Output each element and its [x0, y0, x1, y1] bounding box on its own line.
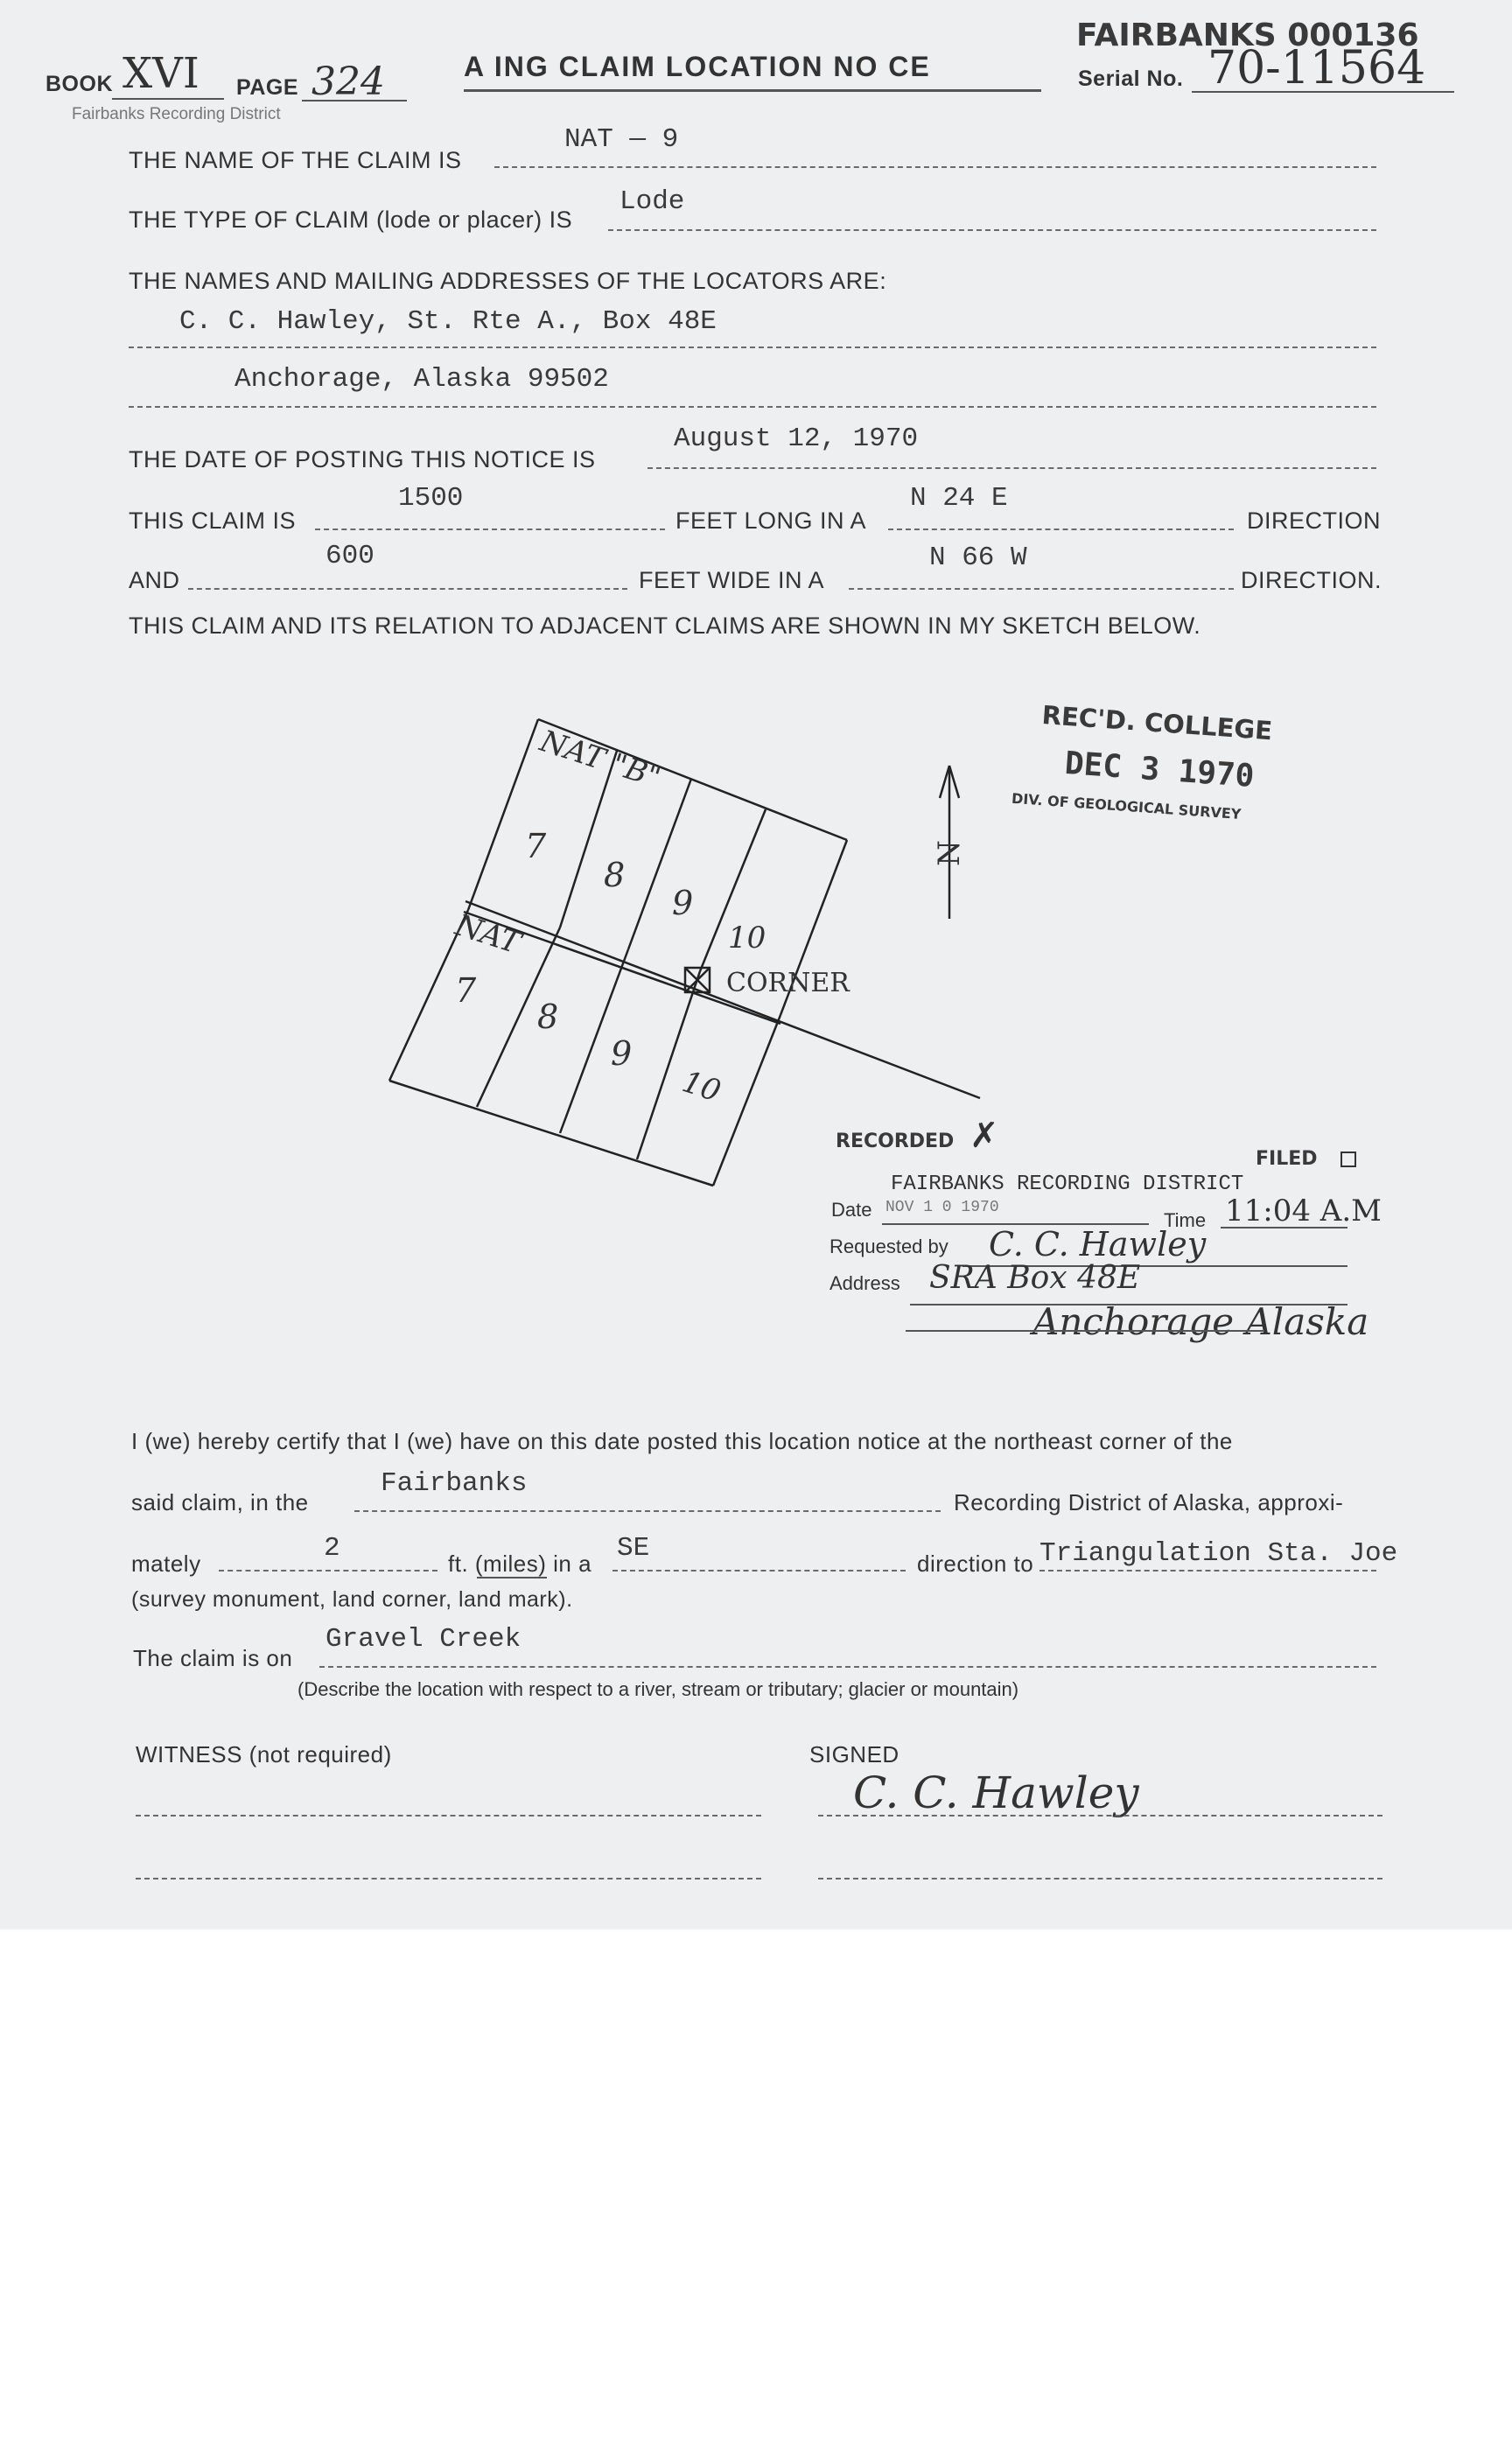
locator-line-1: C. C. Hawley, St. Rte A., Box 48E: [179, 306, 717, 337]
lower-claim-10: 10: [677, 1064, 725, 1110]
feet-wide-label: FEET WIDE IN A: [639, 567, 825, 593]
claim-name-value: NAT — 9: [564, 124, 679, 155]
certify-line-3-start: mately: [131, 1550, 201, 1577]
form-title: A ING CLAIM LOCATION NO CE: [464, 51, 931, 82]
requested-by-value: C. C. Hawley: [989, 1225, 1207, 1264]
recorded-date-value: NOV 1 0 1970: [886, 1199, 999, 1216]
certify-line-4: (survey monument, land corner, land mark).: [131, 1587, 573, 1612]
claim-name-label: THE NAME OF THE CLAIM IS: [129, 147, 462, 173]
signature-value: C. C. Hawley: [853, 1768, 1139, 1818]
recorded-label: RECORDED: [836, 1130, 955, 1152]
filed-checkbox: [1340, 1152, 1356, 1167]
width-direction-value: N 66 W: [929, 542, 1027, 573]
address-value: SRA Box 48E: [929, 1260, 1141, 1296]
page-value: 324: [312, 60, 385, 104]
upper-claim-7: 7: [525, 827, 547, 865]
witness-line-1: [136, 1815, 761, 1816]
book-label: BOOK: [46, 72, 113, 96]
signed-label: SIGNED: [809, 1741, 900, 1768]
recording-district-value: Fairbanks: [381, 1468, 528, 1499]
certify-line-2-start: said claim, in the: [131, 1489, 309, 1516]
direction-label: DIRECTION: [1247, 508, 1381, 534]
and-label: AND: [129, 567, 180, 593]
distance-line: [219, 1570, 438, 1572]
locators-label: THE NAMES AND MAILING ADDRESSES OF THE LOCATORS ARE:: [129, 268, 887, 294]
describe-note: (Describe the location with respect to a river, stream or tributary; glacier or mountain): [298, 1678, 1019, 1700]
feet-long-label: FEET LONG IN A: [676, 508, 867, 534]
lower-claim-7: 7: [455, 971, 477, 1010]
page-label: PAGE: [236, 75, 298, 100]
book-value: XVI: [122, 49, 200, 98]
address-line-2-rule: [906, 1330, 1264, 1332]
recorded-time-label: Time: [1164, 1209, 1207, 1231]
miles-underline: [477, 1577, 547, 1578]
received-stamp-line1: REC'D. COLLEGE: [1040, 700, 1274, 746]
north-label: N: [931, 840, 967, 866]
claim-width-value: 600: [326, 541, 374, 571]
received-stamp-date: DEC 3 1970: [1063, 745, 1256, 794]
direction-line: [612, 1570, 906, 1572]
direction-to-label: direction to: [917, 1550, 1034, 1577]
posting-label: THE DATE OF POSTING THIS NOTICE IS: [129, 446, 596, 472]
upper-claim-9: 9: [672, 884, 694, 922]
lower-claim-9: 9: [611, 1034, 633, 1073]
certify-line-2-end: Recording District of Alaska, approxi-: [954, 1489, 1344, 1516]
posting-date-value: August 12, 1970: [674, 424, 919, 454]
signature-line-1: [818, 1815, 1382, 1816]
recorded-check-mark: ✗: [970, 1116, 999, 1156]
recorded-time-line: [1221, 1227, 1348, 1228]
upper-group-label: NAT "B": [536, 724, 665, 795]
filed-label: FILED: [1256, 1148, 1318, 1170]
upper-claim-8: 8: [604, 856, 626, 894]
direction-value: SE: [617, 1533, 650, 1564]
landmark-line: [1040, 1570, 1376, 1572]
recorded-time-value: 11:04 A.M: [1225, 1194, 1382, 1228]
upper-claim-10: 10: [728, 920, 766, 956]
certify-line-1: I (we) hereby certify that I (we) have on this date posted this location notice at the northeast corner of the: [131, 1428, 1233, 1454]
recording-district-label: FAIRBANKS RECORDING DISTRICT: [891, 1172, 1244, 1196]
top-stamp-number: FAIRBANKS 000136: [1076, 18, 1419, 53]
serial-value: 70-11564: [1208, 42, 1426, 94]
locator-line-2: Anchorage, Alaska 99502: [234, 364, 609, 395]
lower-claim-8: 8: [537, 998, 559, 1036]
witness-label: WITNESS (not required): [136, 1741, 392, 1768]
address-label: Address: [830, 1272, 900, 1294]
this-claim-is-label: THIS CLAIM IS: [129, 508, 297, 534]
corner-label: CORNER: [726, 968, 850, 998]
claim-on-label: The claim is on: [133, 1645, 293, 1671]
lower-group-label: NAT: [451, 907, 525, 962]
received-stamp: [1011, 700, 1274, 823]
claim-type-value: Lode: [620, 186, 685, 217]
district-fragment: Fairbanks Recording District: [72, 105, 281, 123]
received-stamp-line3: DIV. OF GEOLOGICAL SURVEY: [1011, 789, 1242, 823]
landmark-value: Triangulation Sta. Joe: [1040, 1538, 1398, 1569]
claim-type-label: THE TYPE OF CLAIM (lode or placer) IS: [129, 206, 573, 233]
witness-line-2: [136, 1878, 761, 1880]
district-line: [354, 1510, 941, 1512]
requested-by-label: Requested by: [830, 1236, 948, 1257]
claim-length-value: 1500: [398, 483, 464, 514]
upper-left-edge: [468, 719, 538, 910]
address-line-2: Anchorage Alaska: [1032, 1300, 1369, 1343]
units-label: ft. (miles) in a: [448, 1550, 592, 1577]
sketch-instruction: THIS CLAIM AND ITS RELATION TO ADJACENT CLAIMS ARE SHOWN IN MY SKETCH BELOW.: [129, 612, 1201, 639]
serial-label: Serial No.: [1078, 66, 1184, 91]
direction-label-2: DIRECTION.: [1241, 567, 1382, 593]
claim-on-line: [319, 1666, 1376, 1668]
signature-line-2: [818, 1878, 1382, 1880]
distance-value: 2: [324, 1533, 340, 1564]
lower-bottom-edge: [389, 1081, 713, 1186]
recorded-date-label: Date: [831, 1199, 872, 1221]
claim-on-value: Gravel Creek: [326, 1624, 522, 1655]
length-direction-value: N 24 E: [910, 483, 1008, 514]
